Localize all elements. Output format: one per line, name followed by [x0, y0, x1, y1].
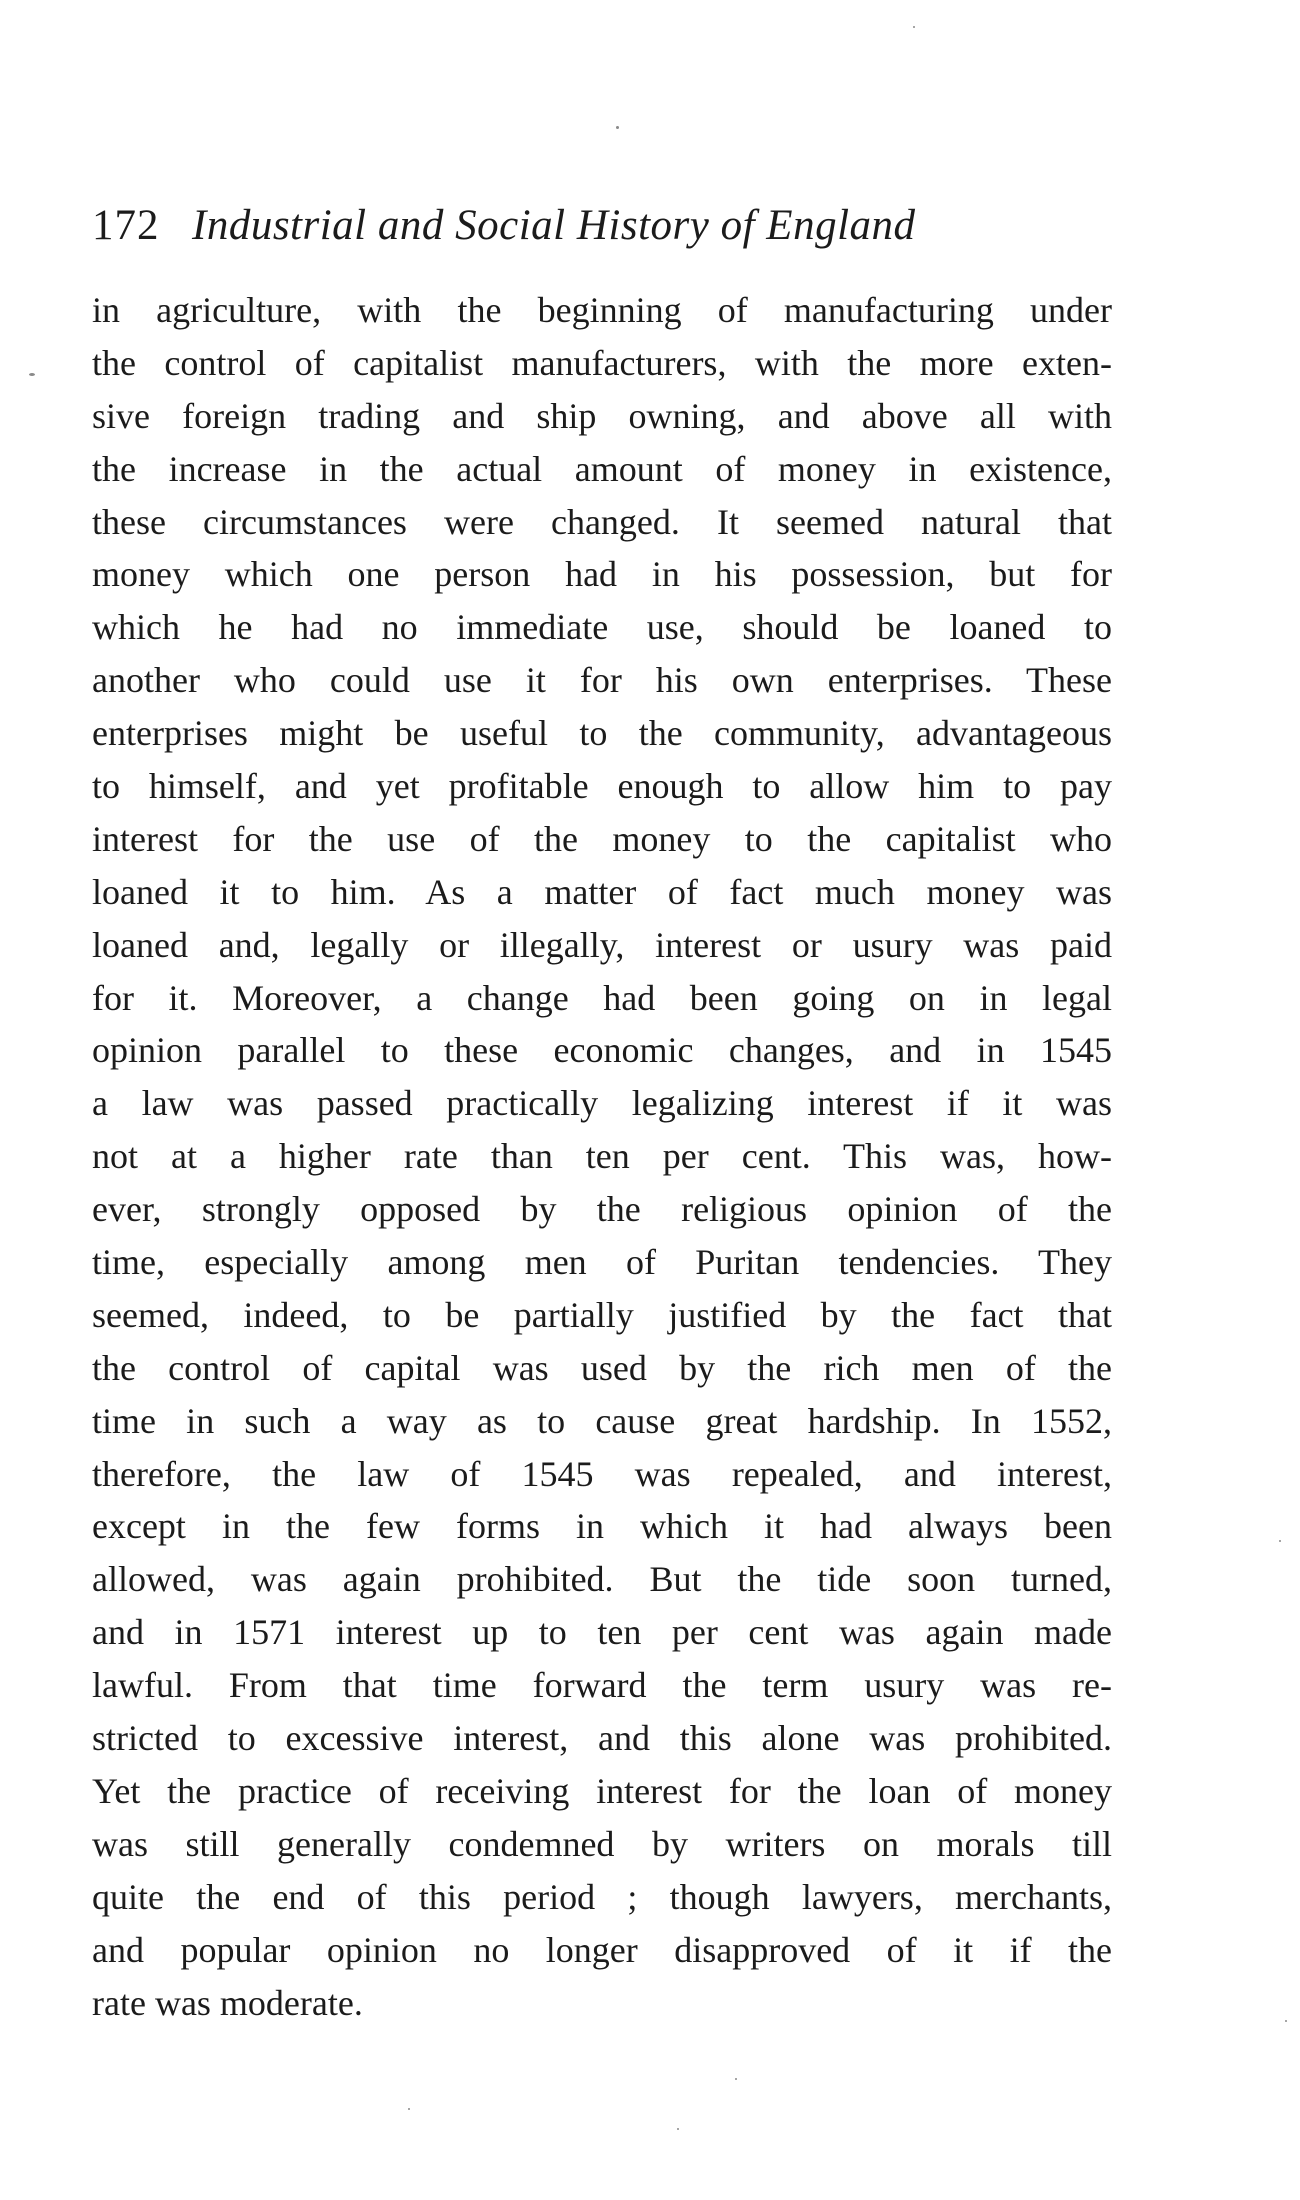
text-line: in agriculture, with the beginning of manufacturing under [92, 290, 1112, 330]
text-line: lawful. From that time forward the term usury was re- [92, 1665, 1112, 1706]
text-line: a law was passed practically legalizing interest if it was [92, 1083, 1112, 1124]
text-line: ever, strongly opposed by the religious opinion of the [92, 1189, 1112, 1230]
paper-speck [1279, 1540, 1281, 1542]
paper-speck [29, 373, 35, 376]
paper-speck [408, 2108, 410, 2110]
text-line: was still generally condemned by writers on morals till [92, 1823, 1112, 1864]
text-line: these circumstances were changed. It seemed natural that [92, 501, 1112, 542]
text-line: the increase in the actual amount of money in existence, [92, 448, 1112, 489]
text-line: the control of capitalist manufacturers, with the more exten- [92, 342, 1112, 383]
text-line: which he had no immediate use, should be loaned to [92, 607, 1112, 648]
paper-speck [677, 2128, 679, 2130]
text-line: another who could use it for his own enterprises. These [92, 660, 1112, 701]
page-number: 172 [92, 202, 160, 249]
text-line: seemed, indeed, to be partially justified by the fact that [92, 1294, 1112, 1335]
text-line: enterprises might be useful to the community, advantageous [92, 713, 1112, 754]
text-line: stricted to excessive interest, and this alone was prohibited. [92, 1718, 1112, 1759]
text-line: loaned it to him. As a matter of fact much money was [92, 871, 1112, 912]
body-paragraph [92, 284, 1112, 2029]
text-line: time, especially among men of Puritan tendencies. They [92, 1242, 1112, 1283]
text-line: for it. Moreover, a change had been going on in legal [92, 977, 1112, 1018]
text-line: allowed, was again prohibited. But the tide soon turned, [92, 1559, 1112, 1600]
text-line: therefore, the law of 1545 was repealed, and interest, [92, 1453, 1112, 1494]
text-line: sive foreign trading and ship owning, and above all with [92, 395, 1112, 436]
text-line: and in 1571 interest up to ten per cent was again made [92, 1612, 1112, 1653]
text-line-final: rate was moderate. [92, 1982, 363, 2023]
text-line: money which one person had in his possession, but for [92, 554, 1112, 595]
text-line: interest for the use of the money to the capitalist who [92, 818, 1112, 859]
text-line: not at a higher rate than ten per cent. This was, how- [92, 1136, 1112, 1177]
text-line: the control of capital was used by the rich men of the [92, 1347, 1112, 1388]
paper-speck [616, 126, 619, 129]
paper-speck [735, 2078, 737, 2080]
text-line: time in such a way as to cause great hardship. In 1552, [92, 1400, 1112, 1441]
text-line: and popular opinion no longer disapproved of it if the [92, 1929, 1112, 1970]
text-line: to himself, and yet profitable enough to allow him to pay [92, 766, 1112, 807]
running-title: Industrial and Social History of England [192, 202, 916, 249]
paper-speck [1285, 2020, 1287, 2022]
text-line: opinion parallel to these economic changes, and in 1545 [92, 1030, 1112, 1071]
text-line: Yet the practice of receiving interest for the loan of money [92, 1770, 1112, 1811]
text-line: quite the end of this period ; though lawyers, merchants, [92, 1876, 1112, 1917]
text-line: except in the few forms in which it had always been [92, 1506, 1112, 1547]
text-line: loaned and, legally or illegally, interest or usury was paid [92, 924, 1112, 965]
paper-speck [913, 26, 915, 28]
running-head [92, 196, 1092, 256]
